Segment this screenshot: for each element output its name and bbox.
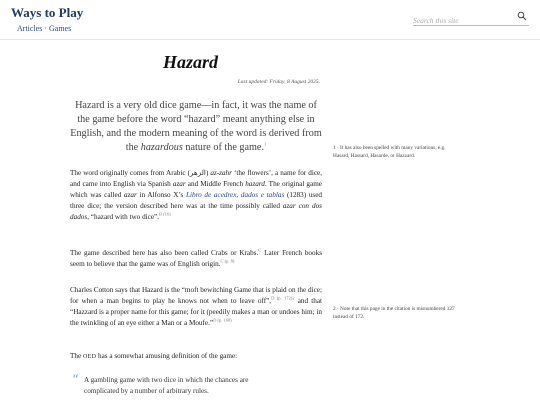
- emphasis: azar con dos dados: [70, 202, 322, 221]
- breadcrumb-nav[interactable]: Articles · Games: [17, 24, 72, 33]
- lead-emphasis: hazardous: [140, 142, 183, 153]
- citation-ref[interactable]: C: [258, 247, 262, 253]
- search-icon[interactable]: [517, 11, 527, 21]
- lead-text: Hazard is a very old dice game—in fact, it was the name of the game before the word “hazard” meant anything else in English, and the modern meaning of the word is derived from the: [70, 100, 322, 153]
- text: has a somewhat amusing definition of the game:: [96, 352, 238, 360]
- citation-ref[interactable]: D (p. 172)2: [271, 295, 295, 301]
- site-header: [0, 0, 540, 40]
- search-input[interactable]: [413, 14, 513, 28]
- site-title-link[interactable]: Ways to Play: [11, 5, 84, 20]
- text: . The original game which was called: [70, 180, 322, 199]
- emphasis: azar: [172, 180, 186, 188]
- text: (1283) used three dice; the version described here was at the time possibly called: [70, 191, 322, 210]
- cotton-paragraph: [70, 285, 322, 329]
- sidenote-1: 1 · It has also been spelled with many variations, e.g. Hasard, Hassard, Hasarde, or Hazzard.: [333, 145, 446, 159]
- citation-ref[interactable]: D (p. 168): [213, 317, 232, 323]
- emphasis: az-zahr: [210, 169, 232, 177]
- lead-text-end: nature of the game.: [182, 142, 264, 153]
- quote-mark-icon: “: [72, 373, 79, 388]
- emphasis: hazard: [245, 180, 265, 188]
- text: and Middle French: [185, 180, 246, 188]
- citation-ref[interactable]: B (16): [159, 211, 171, 217]
- lead-paragraph: [70, 99, 322, 155]
- text: The word originally comes from Arabic (الزهر): [70, 169, 211, 177]
- last-updated: Last updated: Friday, 8 August 2025.: [237, 79, 320, 85]
- text: in Alfonso X’s: [136, 191, 186, 199]
- text: and that “Hazzard is a proper name for this game; for it (peedily makes a man or undoes him; in the twinkling of an eye either a Man or a Moufe.”: [70, 297, 323, 327]
- footnote-ref-1[interactable]: 1: [264, 141, 267, 147]
- oed-abbr: OED: [82, 354, 97, 360]
- quote-text: A gambling game with two dice in which the chances are complicated by a number of arbitrary rules.: [84, 376, 249, 395]
- emphasis: azar: [124, 191, 137, 199]
- sidenote-2: 2 · Note that this page in the citation is misnumbered 127 instead of 172.: [333, 306, 455, 320]
- etymology-paragraph: [70, 168, 322, 223]
- text: The: [70, 352, 83, 360]
- oed-paragraph: [70, 351, 322, 363]
- text: Later French books seem to believe that the game was of English origin.: [70, 249, 322, 268]
- book-link[interactable]: Libro de acedrex, dados e tablas: [186, 191, 285, 199]
- text: Charles Cotton says that Hazard is the “moft bewitching Game that is plaid on the dice; for when a man begins to play he knows not when to leave off”,: [70, 286, 322, 305]
- page-title: Hazard: [163, 52, 219, 72]
- text: , “hazard with two dice”.: [87, 213, 160, 221]
- search-box: [413, 10, 529, 26]
- names-paragraph: [70, 248, 322, 270]
- text: The game described here has also been called Crabs or Krabs.: [70, 249, 259, 257]
- text: ‘the flowers’, a name for dice, and came into English via Spanish: [70, 169, 323, 188]
- citation-ref[interactable]: C (p. 8): [220, 258, 235, 264]
